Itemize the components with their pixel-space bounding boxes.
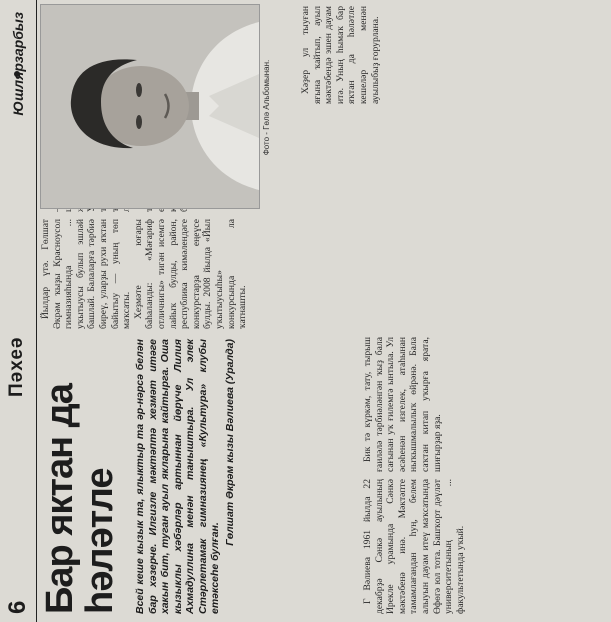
portrait-illustration bbox=[41, 5, 259, 208]
body-paragraph: Бик тә күркәм, тату, тырыш ғаиләлә тәрбиәләнгән ҡыҙ бала сағынан уҡ ғилемгә ынтыла. Ул әсәһенән изгелек, атаһынан ныҡышмалылыҡ өйрәнә. Бала саҡтан китап уҡырға ярата, шиғырҙар яҙа. bbox=[362, 337, 443, 472]
article-lead bbox=[134, 339, 236, 614]
rubric-logo: Пәхеә bbox=[6, 336, 27, 397]
body-paragraph: Йылдар үтә. Гөлшат Әкрәм ҡыҙы Красноусол гимназияһында ... уҡытыусы булып эшләй башлай. Балаларға тәрбиә биреү, уларҙы рухи яҡтан байытыу — уның төп маҡсаты. bbox=[40, 219, 133, 329]
photo-caption: Фото - Гөлә Альбомынан. bbox=[262, 59, 271, 156]
body-column-2 bbox=[362, 337, 608, 472]
lead-text: Всей кеше кызык та, ялыктыр та әр-нәрсә белән бар хәзерче. Илгизле мәктәптә хезмәт итәге хакын бит, туган ауыл якларына кайтырга. Оша кызыклы хәбәрләр артыннан йөрүче Лилия Ахмадуллина менән таныштыра. Ул элек Стәрлетамак гимназиянең «Культура» клубы етәксеһе булған. bbox=[134, 339, 221, 614]
article-headline: Бар яктан да һәләтле bbox=[39, 384, 121, 614]
portrait-photo bbox=[40, 4, 260, 209]
body-paragraph: Хәҙер ул тыуған яғына ҡайтып, ауыл мәктәбендә эшен дауам итә. Уның һымаҡ бар яҡтан да һәләтле кешеләр менән ауылыбыҙ ғорурлана. bbox=[300, 6, 381, 104]
page-number: 6 bbox=[4, 600, 31, 614]
body-paragraph: Хеҙмәте юғары баһаланды: «Мәғариф отличнигы» тигән исемгә лайыҡ булды, район, республика кимәлендәге конкурстарҙа еңеүсе булды. 2008 йылда «Йыл уҡытыусыһы» конкурсында ла ҡатнашты. bbox=[132, 219, 249, 329]
body-column-1 bbox=[362, 479, 608, 614]
lead-signature: Гөлшат Әкрәм кызы Вәлиева (Уралда) bbox=[223, 339, 236, 546]
body-column-3 bbox=[40, 219, 608, 329]
body-paragraph: Г Вәлиева 1961 йылда 22 декабрҙә Сәнкә ауылының Ирекле урамында Сәнкә мәктәбенә инә. Мәктәпте тамамлағандан һуң, белем алыуын дауам итеү маҡсатында Өфөгә юл тота. Башҡорт дәүләт университетының ... факультетында уҡый. bbox=[362, 479, 466, 614]
section-title: Юшлярзарбыз bbox=[10, 12, 26, 116]
body-column-5 bbox=[300, 6, 608, 104]
page-header bbox=[0, 0, 37, 622]
